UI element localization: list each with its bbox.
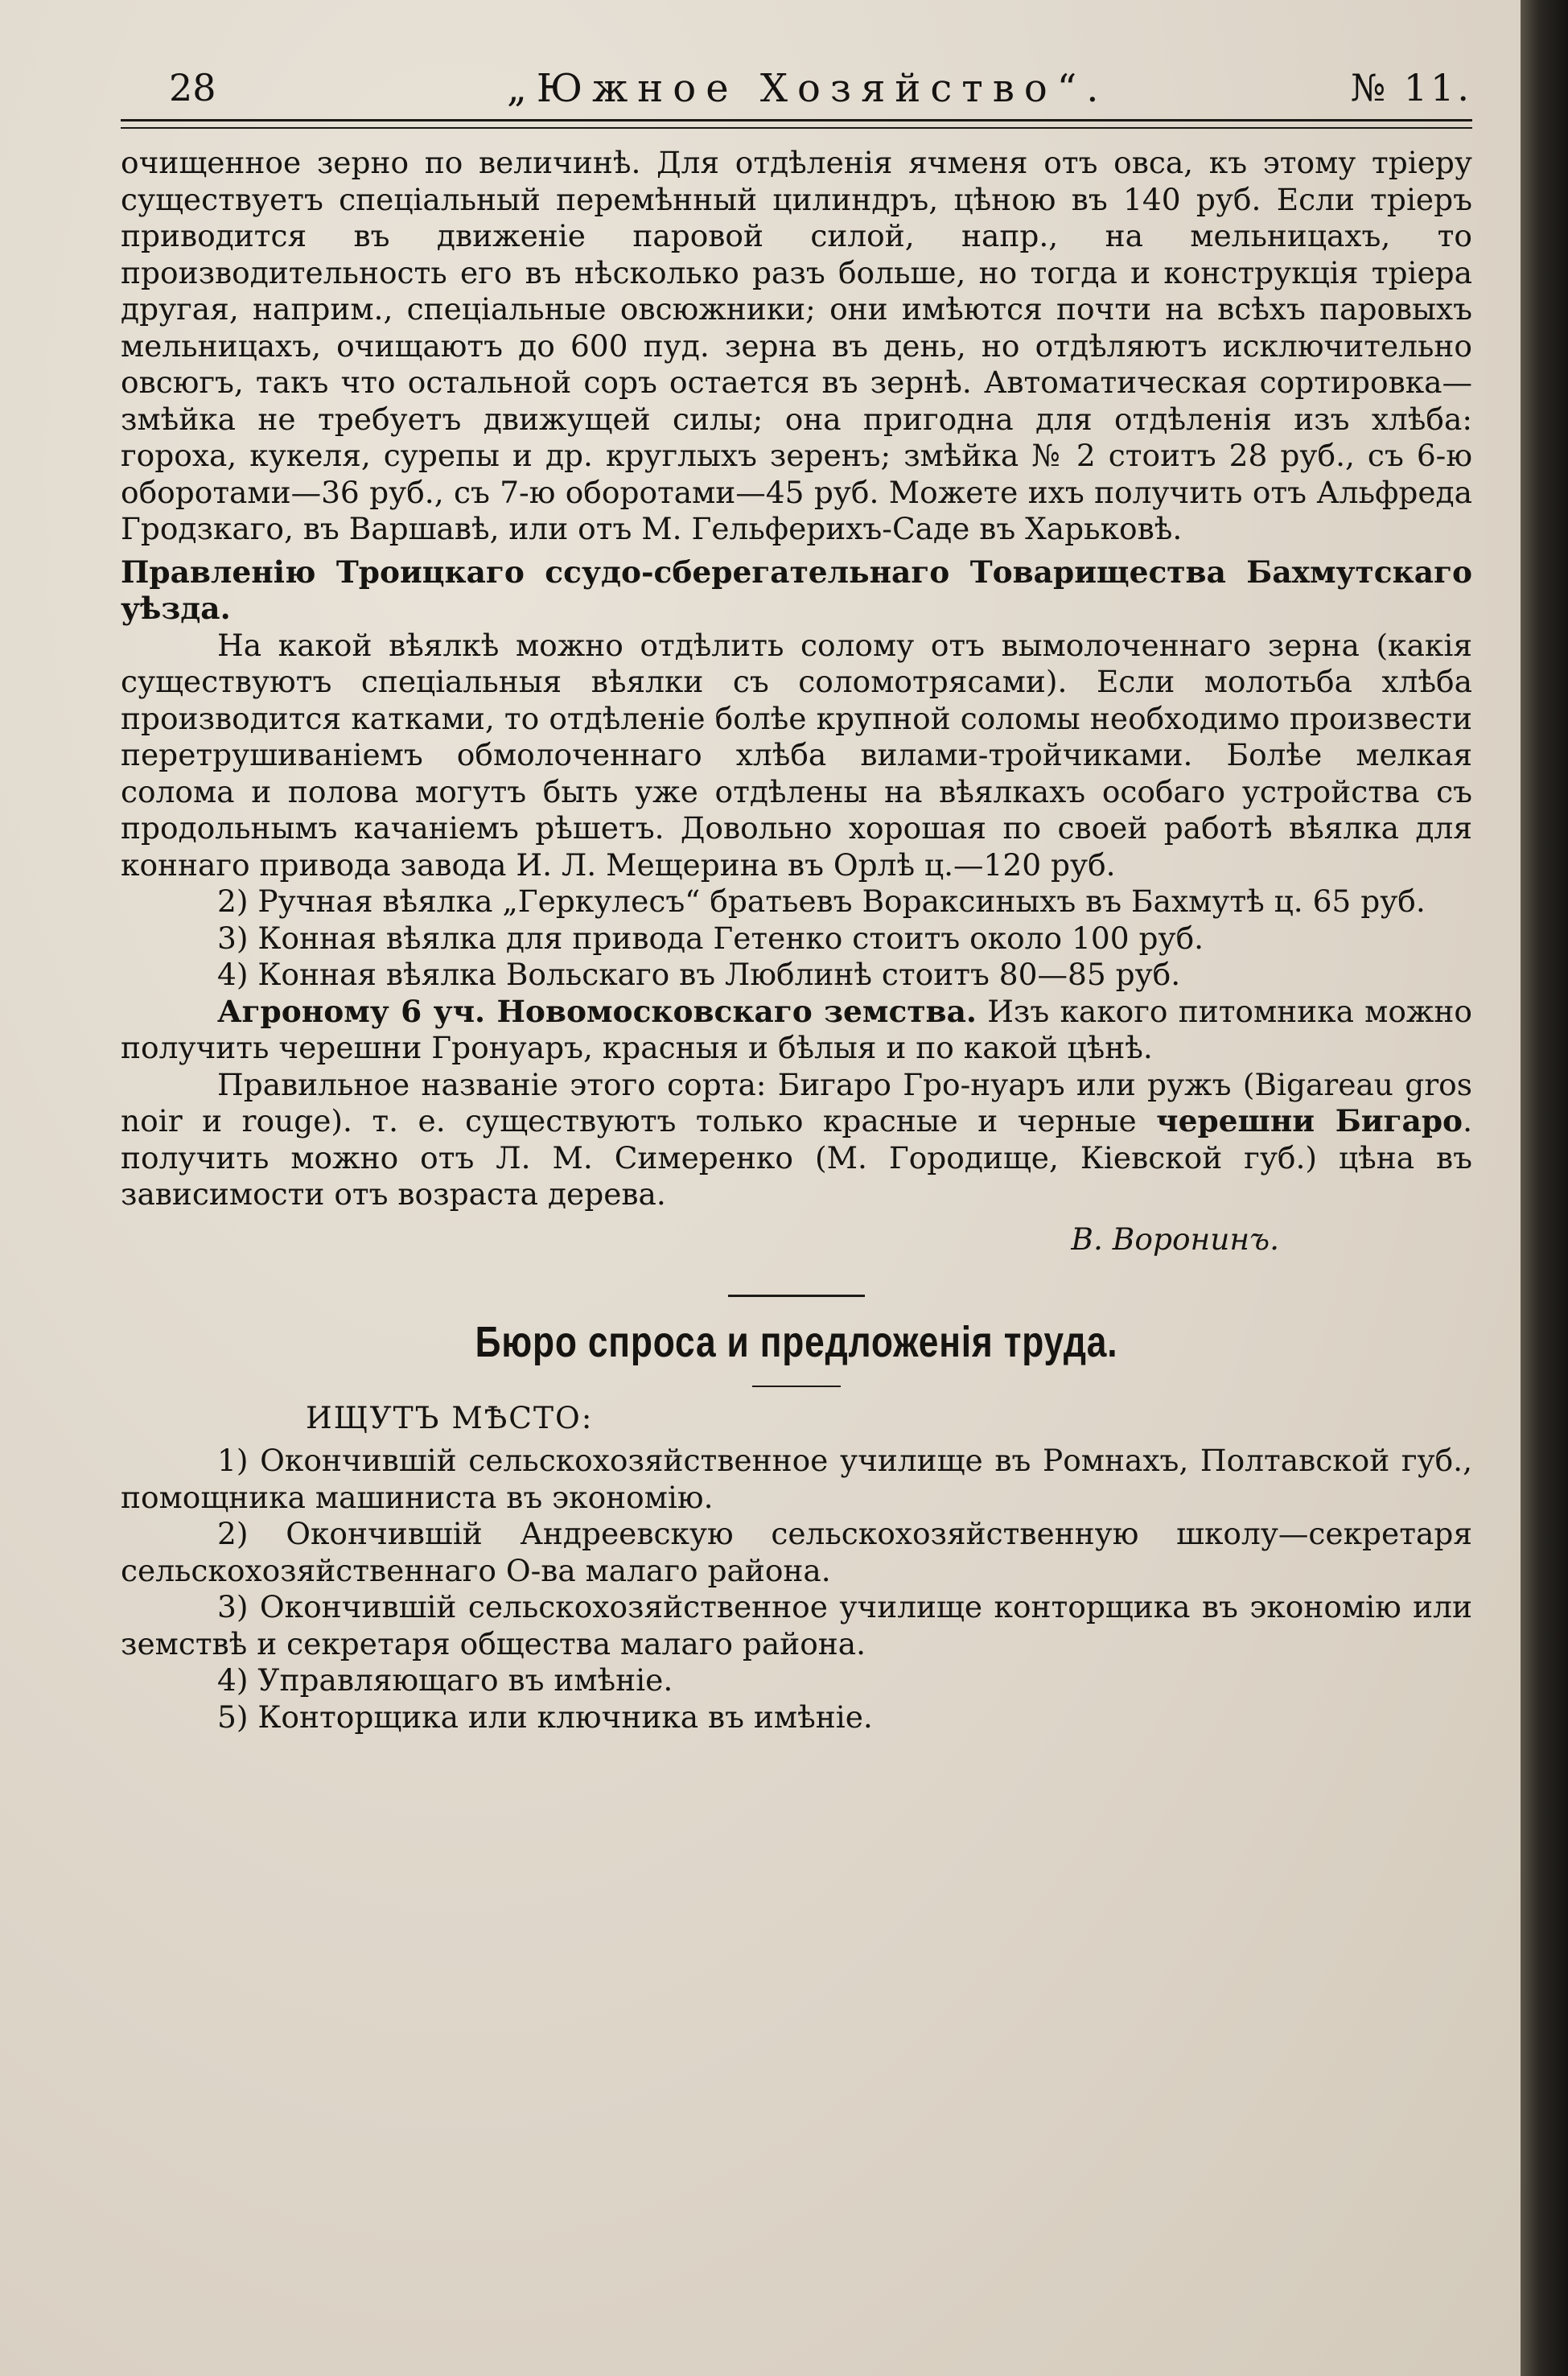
scan-edge-shadow <box>1521 0 1568 2376</box>
job-listing-2: 2) Окончившій Андреевскую сельскохозяйственную школу—секретаря сельскохозяйственнаго О-ва малаго района. <box>121 1516 1472 1588</box>
question-addressee-agronomist: Агроному 6 уч. Новомосковскаго земства. <box>217 993 977 1029</box>
seek-heading: ИЩУТЪ МѢСТО: <box>306 1399 594 1435</box>
header-rule-top <box>121 119 1472 121</box>
journal-title: „Южное Хозяйство“. <box>507 66 1109 111</box>
answer-item-4: 4) Конная вѣялка Вольскаго въ Люблинѣ стоитъ 80—85 руб. <box>217 957 1181 992</box>
job-listing-4: 4) Управляющаго въ имѣніе. <box>217 1662 673 1698</box>
page-number: 28 <box>169 66 216 109</box>
answer-item-3: 3) Конная вѣялка для привода Гетенко стоитъ около 100 руб. <box>217 920 1204 956</box>
question-addressee-troitsk: Правленію Троицкаго ссудо-сберегательнаго Товарищества Бахмутскаго уѣзда. <box>121 554 1472 626</box>
header-rule-bottom <box>121 127 1472 129</box>
job-listing-3: 3) Окончившій сельскохозяйственное училище конторщика въ экономію или земствѣ и секретаря общества малаго района. <box>121 1589 1472 1662</box>
question-text-cherries: Изъ какого питомника можно получить черешни Гронуаръ, красныя и бѣлыя и по какой цѣнѣ. <box>121 993 1473 1065</box>
page-body <box>121 145 1472 1736</box>
answer-paragraph-cherries: Правильное названіе этого сорта: Бигаро Гро-нуаръ или ружъ (Bigareau gros noir и rouge). т. е. существуютъ только красные и черные черешни Бигаро. получить можно отъ Л. М. Симеренко (М. Городище, Кіевской губ.) цѣна въ зависимости отъ возраста дерева. <box>121 1066 1472 1212</box>
answer-paragraph-sorting: очищенное зерно по величинѣ. Для отдѣленія ячменя отъ овса, къ этому тріеру существуетъ спеціальный перемѣнный цилиндръ, цѣною въ 140 руб. Если тріеръ приводится въ движеніе паровой силой, напр., на мельницахъ, то производительность его въ нѣсколько разъ больше, но тогда и конструкція тріера другая, наприм., спеціальные овсюжники; они имѣются почти на всѣхъ паровыхъ мельницахъ, очищаютъ до 600 пуд. зерна въ день, но отдѣляютъ исключительно овсюгъ, такъ что остальной соръ остается въ зернѣ. Автоматическая сортировка—змѣйка не требуетъ движущей силы; она пригодна для отдѣленія изъ хлѣба: гороха, кукеля, сурепы и др. круглыхъ зеренъ; змѣйка № 2 стоитъ 28 руб., съ 6-ю оборотами—36 руб., съ 7-ю оборотами—45 руб. Можете ихъ получить отъ Альфреда Гродзкаго, въ Варшавѣ, или отъ М. Гельферихъ-Саде въ Харьковѣ. <box>121 145 1472 546</box>
author-signature: В. Воронинъ. <box>1071 1221 1279 1257</box>
answer-item-2: 2) Ручная вѣялка „Геркулесъ“ братьевъ Вораксиныхъ въ Бахмутѣ ц. 65 руб. <box>217 883 1426 919</box>
job-listing-1: 1) Окончившій сельскохозяйственное училище въ Ромнахъ, Полтавской губ., помощника машиниста въ экономію. <box>121 1443 1472 1515</box>
page-header <box>121 66 1472 122</box>
job-listing-5: 5) Конторщика или ключника въ имѣніе. <box>217 1699 873 1735</box>
section-title-bureau: Бюро спроса и предложенія труда. <box>475 1318 1118 1366</box>
answer-paragraph-winnower: На какой вѣялкѣ можно отдѣлить солому отъ вымолоченнаго зерна (какія существуютъ спеціальныя вѣялки съ соломотрясами). Если молотьба хлѣба производится катками, то отдѣленіе болѣе крупной соломы необходимо произвести перетрушиваніемъ обмолоченнаго хлѣба вилами-тройчиками. Болѣе мелкая солома и полова могутъ быть уже отдѣлены на вѣялкахъ особаго устройства съ продольнымъ качаніемъ рѣшетъ. Довольно хорошая по своей работѣ вѣялка для коннаго привода завода И. Л. Мещерина въ Орлѣ ц.—120 руб. <box>121 627 1472 883</box>
issue-number: № 11. <box>1350 66 1472 109</box>
question-agronomist <box>121 994 1472 1067</box>
